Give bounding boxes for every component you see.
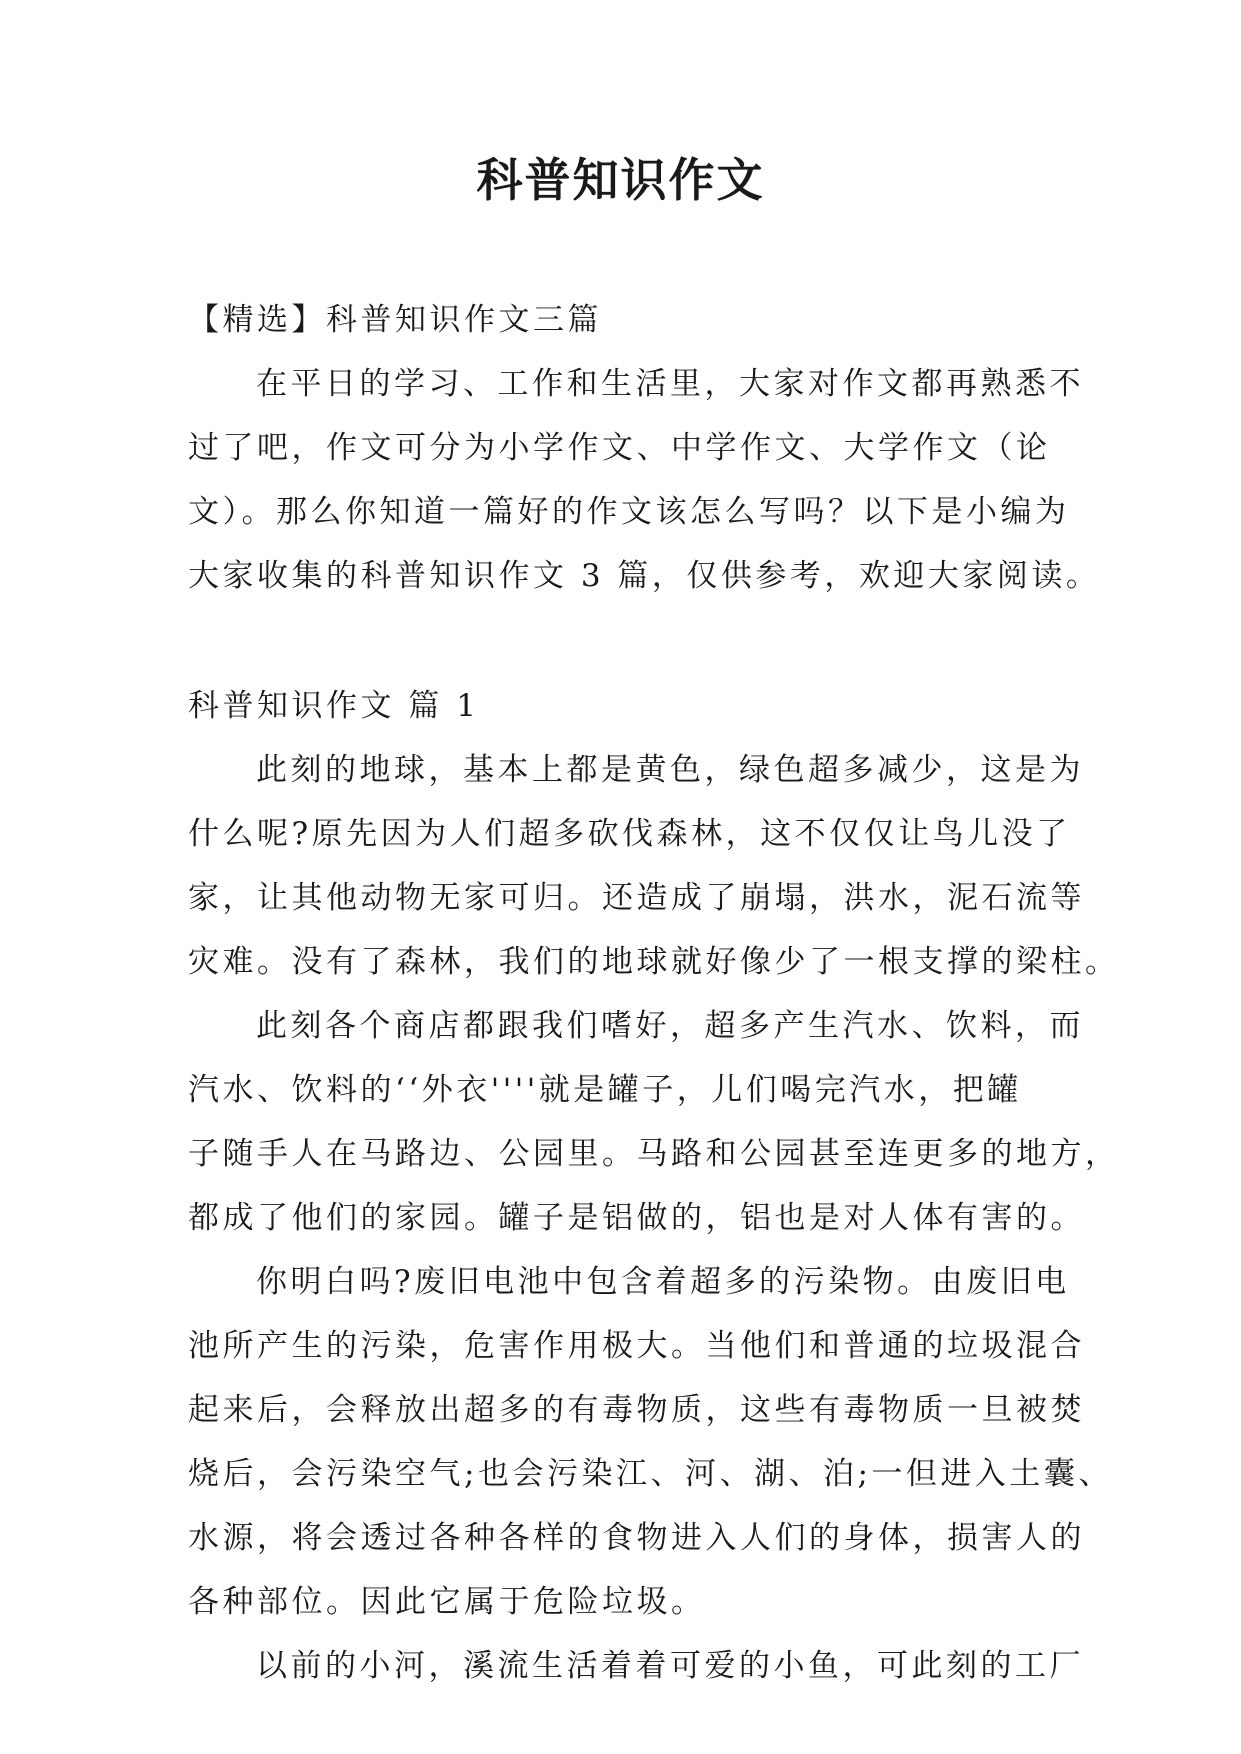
paragraph-line: 水源，将会透过各种各样的食物进入人们的身体，损害人的 [188,1520,1085,1556]
paragraph-line: 起来后，会释放出超多的有毒物质，这些有毒物质一旦被焚 [188,1392,1085,1428]
paragraph-line: 灾难。没有了森林，我们的地球就好像少了一根支撑的梁柱。 [188,944,1120,980]
paragraph-line: 都成了他们的家园。罐子是铝做的，铝也是对人体有害的。 [188,1200,1085,1236]
paragraph-line: 大家收集的科普知识作文 3 篇，仅供参考，欢迎大家阅读。 [188,558,1101,594]
paragraph-line: 你明白吗?废旧电池中包含着超多的污染物。由废旧电 [256,1264,1070,1300]
body-paragraph-1 [188,738,1120,994]
document-title: 科普知识作文 [476,153,765,207]
body-paragraph-2 [188,994,1120,1250]
paragraph-line: 以前的小河，溪流生活着着可爱的小鱼，可此刻的工厂 [256,1648,1084,1684]
body-paragraph-4 [188,1634,1084,1698]
paragraph-line: 什么呢?原先因为人们超多砍伐森林，这不仅仅让鸟儿没了 [188,816,1071,852]
paragraph-line: 此刻各个商店都跟我们嗜好，超多产生汽水、饮料，而 [256,1008,1084,1044]
paragraph-line: 池所产生的污染，危害作用极大。当他们和普通的垃圾混合 [188,1328,1085,1364]
paragraph-line: 在平日的学习、工作和生活里，大家对作文都再熟悉不 [256,366,1084,402]
paragraph-line: 此刻的地球，基本上都是黄色，绿色超多减少，这是为 [256,752,1084,788]
paragraph-line: 各种部位。因此它属于危险垃圾。 [188,1584,706,1620]
paragraph-line: 文）。那么你知道一篇好的作文该怎么写吗？以下是小编为 [188,494,1070,530]
intro-paragraph [188,352,1101,608]
paragraph-line: 汽水、饮料的‘‘外衣''''就是罐子，儿们喝完汽水，把罐 [188,1072,1022,1108]
paragraph-line: 子随手人在马路边、公园里。马路和公园甚至连更多的地方， [188,1136,1120,1172]
section-spacer [188,608,1068,674]
paragraph-line: 烧后，会污染空气;也会污染江、河、湖、泊;一但进入土囊、 [188,1456,1113,1492]
body-paragraph-3 [188,1250,1113,1634]
paragraph-line: 家，让其他动物无家可归。还造成了崩塌，洪水，泥石流等 [188,880,1085,916]
paragraph-line: 过了吧，作文可分为小学作文、中学作文、大学作文（论 [188,430,1051,466]
intro-heading: 【精选】科普知识作文三篇 [188,302,602,338]
document-body [188,288,1120,1698]
section-heading: 科普知识作文 篇 1 [188,688,480,724]
